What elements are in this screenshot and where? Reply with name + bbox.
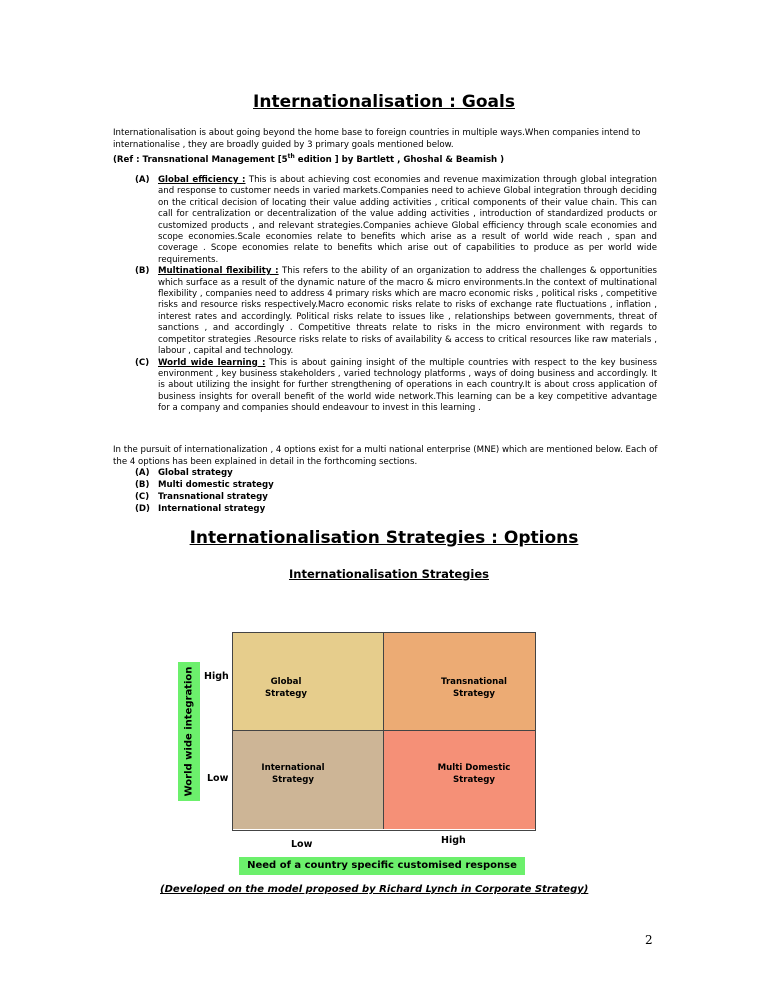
y-axis-label: World wide integration [183, 666, 195, 797]
x-axis-label: Need of a country specific customised response [239, 857, 525, 875]
goal-title: Multinational flexibility : [158, 266, 279, 277]
option-text: Multi domestic strategy [158, 480, 274, 490]
x-high-label: High [441, 835, 466, 846]
goal-item [135, 358, 657, 415]
y-low-label: Low [207, 773, 229, 784]
reference-pre: (Ref : Transnational Management [5 [113, 154, 288, 165]
option-text: International strategy [158, 504, 266, 514]
option-item [135, 491, 274, 503]
cell-line1: Multi Domestic [437, 763, 511, 773]
goal-label: (A) [135, 175, 150, 185]
goal-label: (C) [135, 357, 150, 368]
cell-line1: International [261, 763, 325, 773]
goal-title: Global efficiency : [158, 175, 246, 185]
option-item [135, 503, 274, 515]
section-title: Internationalisation Strategies : Options [189, 528, 579, 548]
cell-line2: Strategy [452, 689, 496, 699]
page-number: 2 [645, 933, 653, 947]
strategy-matrix [232, 632, 536, 831]
global-strategy-cell [233, 633, 384, 731]
cell-line2: Strategy [271, 775, 315, 785]
transnational-strategy-cell [384, 633, 535, 731]
cell-line2: Strategy [452, 775, 496, 785]
reference-post: edition ] by Bartlett , Ghoshal & Beamish ) [294, 154, 505, 165]
cell-line1: Global [270, 677, 302, 687]
credit-note: (Developed on the model proposed by Richard Lynch in Corporate Strategy) [160, 884, 589, 895]
option-label: (C) [135, 492, 150, 502]
international-strategy-cell [233, 731, 384, 829]
option-text: Global strategy [158, 468, 233, 478]
y-high-label: High [204, 671, 229, 682]
goal-title: World wide learning : [158, 357, 266, 368]
goal-item [135, 266, 657, 357]
cell-line2: Strategy [264, 689, 308, 699]
intro-paragraph [113, 127, 658, 166]
goal-text: This refers to the ability of an organization to address the challenges & opportunities which surface as a result of the dynamic nature of the macro & micro environments.In the context of multinational flexibility , companies need to address 4 primary risks which are macro economic risks , political risks , competitive risks and resource risks respectively.Macro economic risks relate to risks of exchange rate fluctuations , inflation , interest rates and accordingly. Political risks relate to issues like , relationships between governments, threat of sanctions , and accordingly . Competitive threats relate to risks in the micro environment with regards to competitor strategies .Resource risks relate to risks of availability & access to critical resources like raw materials , labour , capital and technology. [158, 266, 657, 357]
reference-sup: th [287, 153, 295, 160]
goal-item [135, 175, 657, 266]
chart-title: Internationalisation Strategies [288, 567, 489, 581]
option-text: Transnational strategy [158, 492, 268, 502]
reference-line [113, 155, 504, 165]
multi-domestic-strategy-cell [384, 731, 535, 829]
option-item [135, 479, 274, 491]
goals-list [135, 175, 657, 415]
options-intro-paragraph: In the pursuit of internationalization , 4 options exist for a multi national enterprise (MNE) which are mentioned below. Each of the 4 options has been explained in detail in the forthcoming sections. [113, 445, 658, 467]
goal-text: This is about gaining insight of the multiple countries with respect to the key business environment , key business stakeholders , varied technology platforms , ways of doing business and accordingly. It is about utilizing the insight for further strengthening of operations in each country.It is about cross application of business insights for overall benefit of the world wide network.This learning can be a key competitive advantage for a company and companies should endeavour to invest in this learning . [158, 357, 657, 414]
goal-text: This is about achieving cost economies and revenue maximization through global integration and response to customer needs in varied markets.Companies need to achieve Global integration through deciding on the critical decision of locating their value adding activities , critical components of their value chain. This can call for centralization or decentralization of the value adding activities , introduction of standardized products or customized products , and relevant strategies.Companies achieve Global efficiency through scale economies and scope economies.Scale economies relate to benefits which arise as a result of world wide reach , span and coverage . Scope economies relate to benefits which arise out of capabilities to produce as per world wide requirements. [158, 175, 657, 265]
cell-line1: Transnational [441, 677, 507, 687]
page-title: Internationalisation : Goals [253, 92, 515, 112]
x-low-label: Low [291, 839, 313, 850]
intro-text: Internationalisation is about going beyond the home base to foreign countries in multiple ways.When companies intend to internationalise , they are broadly guided by 3 primary goals mentioned below. [113, 128, 641, 150]
option-label: (A) [135, 468, 150, 478]
option-item [135, 467, 274, 479]
option-label: (D) [135, 504, 150, 514]
option-label: (B) [135, 480, 150, 490]
goal-label: (B) [135, 266, 150, 277]
y-axis-label-box [178, 662, 200, 801]
options-list [135, 467, 274, 515]
